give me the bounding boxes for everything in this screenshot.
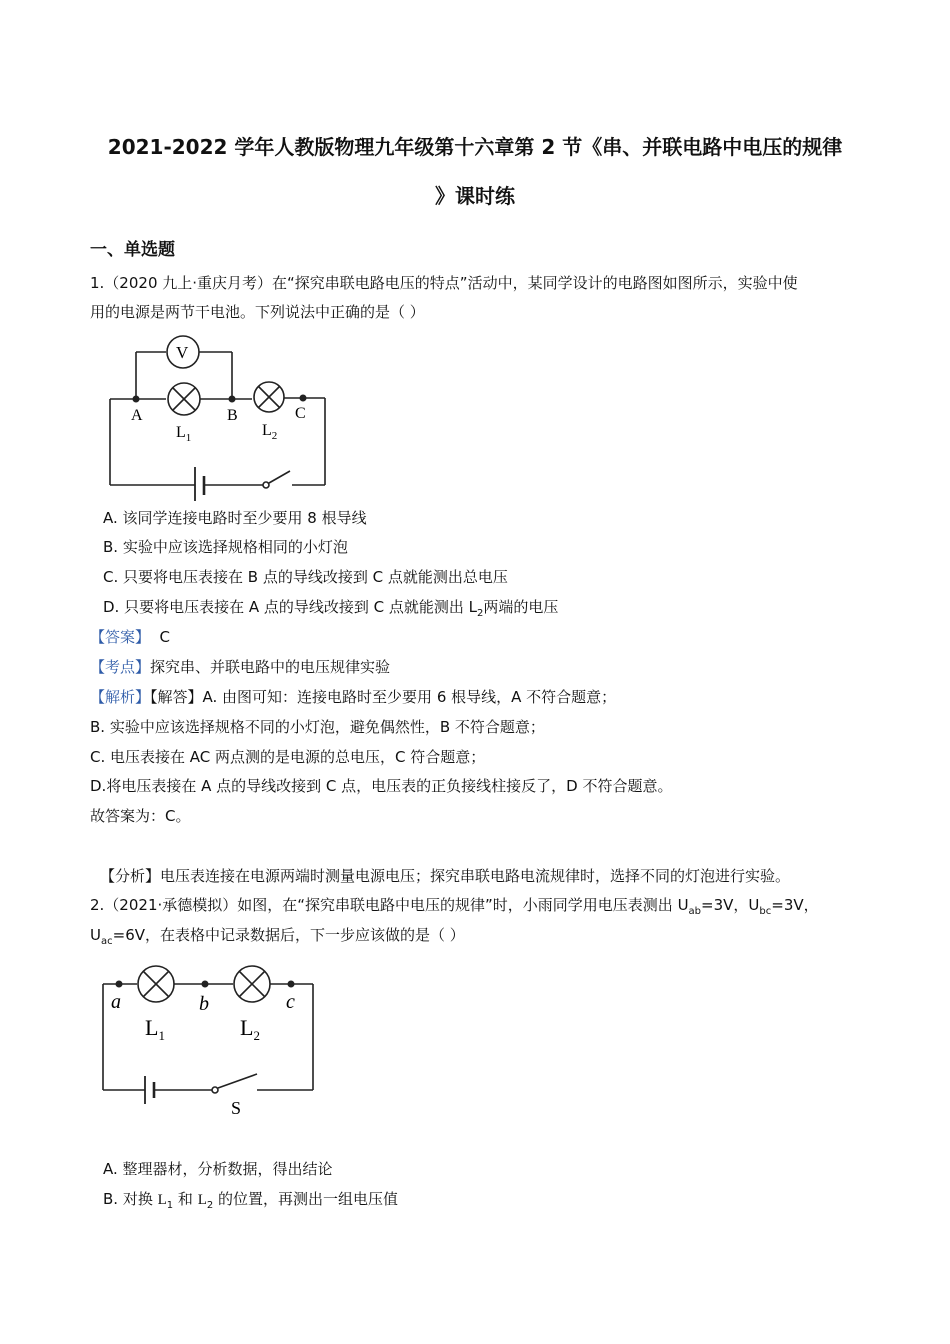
jiexi-tag: 【解析】 xyxy=(90,688,151,706)
q2-circuit-diagram xyxy=(95,958,335,1128)
q1-option-c[interactable]: C. 只要将电压表接在 B 点的导线改接到 C 点就能测出总电压 xyxy=(103,568,508,586)
q1-circuit-diagram xyxy=(100,335,340,505)
q1-explain-d: D.将电压表接在 A 点的导线改接到 C 点，电压表的正负接线柱接反了，D 不符合题意。 xyxy=(90,777,673,795)
q2-lamp1-label: $L_1$ xyxy=(145,1015,165,1043)
answer-tag: 【答案】 xyxy=(90,628,151,646)
q1-node-c: C xyxy=(295,405,306,422)
q1-option-b[interactable]: B. 实验中应该选择规格相同的小灯泡 xyxy=(103,538,348,556)
q1-stem-line1: 1.（2020 九上·重庆月考）在“探究串联电路电压的特点”活动中，某同学设计的电路图如图所示，实验中使 xyxy=(90,274,798,292)
q2-option-a[interactable]: A. 整理器材，分析数据，得出结论 xyxy=(103,1160,333,1178)
q2-stem-line1: 2.（2021·承德模拟）如图，在“探究串联电路中电压的规律”时，小雨同学用电压表测出 $U_{ab}=3V$，$U_{bc}=3V$， xyxy=(90,896,819,917)
q1-kaodian: 【考点】探究串、并联电路中的电压规律实验 xyxy=(90,658,391,676)
section-heading: 一、单选题 xyxy=(90,240,175,260)
q2-stem-line2: $U_{ac}=6V$，在表格中记录数据后，下一步应该做的是（ ） xyxy=(90,926,465,947)
q2-node-b: b xyxy=(199,993,209,1015)
q1-stem-line2: 用的电源是两节干电池。下列说法中正确的是（ ） xyxy=(90,303,425,321)
doc-title-line2: 》课时练 xyxy=(435,184,515,208)
q1-lamp2-label: $L_2$ xyxy=(262,422,278,442)
q1-option-a[interactable]: A. 该同学连接电路时至少要用 8 根导线 xyxy=(103,509,367,527)
q1-explain-c: C. 电压表接在 AC 两点测的是电源的总电压，C 符合题意； xyxy=(90,748,486,766)
q1-fenxi: 【分析】电压表连接在电源两端时测量电源电压；探究串联电路电流规律时，选择不同的灯泡进行实验。 xyxy=(100,867,791,885)
q2-option-b[interactable]: B. 对换 $L_1$ 和 $L_2$ 的位置，再测出一组电压值 xyxy=(103,1190,399,1211)
q1-option-d[interactable]: D. 只要将电压表接在 A 点的导线改接到 C 点就能测出 $L_2$两端的电压 xyxy=(103,598,559,619)
q2-node-c: c xyxy=(286,991,295,1013)
q1-lamp1-label: $L_1$ xyxy=(176,424,192,444)
q2-lamp2-label: $L_2$ xyxy=(240,1015,260,1043)
kaodian-tag: 【考点】 xyxy=(90,658,151,676)
q1-explain-b: B. 实验中应该选择规格不同的小灯泡，避免偶然性，B 不符合题意； xyxy=(90,718,545,736)
q2-node-a: a xyxy=(111,991,121,1013)
q1-jiexi: 【解析】【解答】A. 由图可知：连接电路时至少要用 6 根导线，A 不符合题意； xyxy=(90,688,617,706)
q2-switch-label: S xyxy=(231,1098,242,1118)
q1-node-a: A xyxy=(131,407,143,424)
q1-node-b: B xyxy=(227,407,238,424)
q1-answer: 【答案】 C xyxy=(90,628,171,646)
q1-voltmeter-label: V xyxy=(176,343,189,362)
q1-conclusion: 故答案为：C。 xyxy=(90,807,191,825)
doc-title-line1: 2021-2022 学年人教版物理九年级第十六章第 2 节《串、并联电路中电压的规律 xyxy=(107,135,843,159)
